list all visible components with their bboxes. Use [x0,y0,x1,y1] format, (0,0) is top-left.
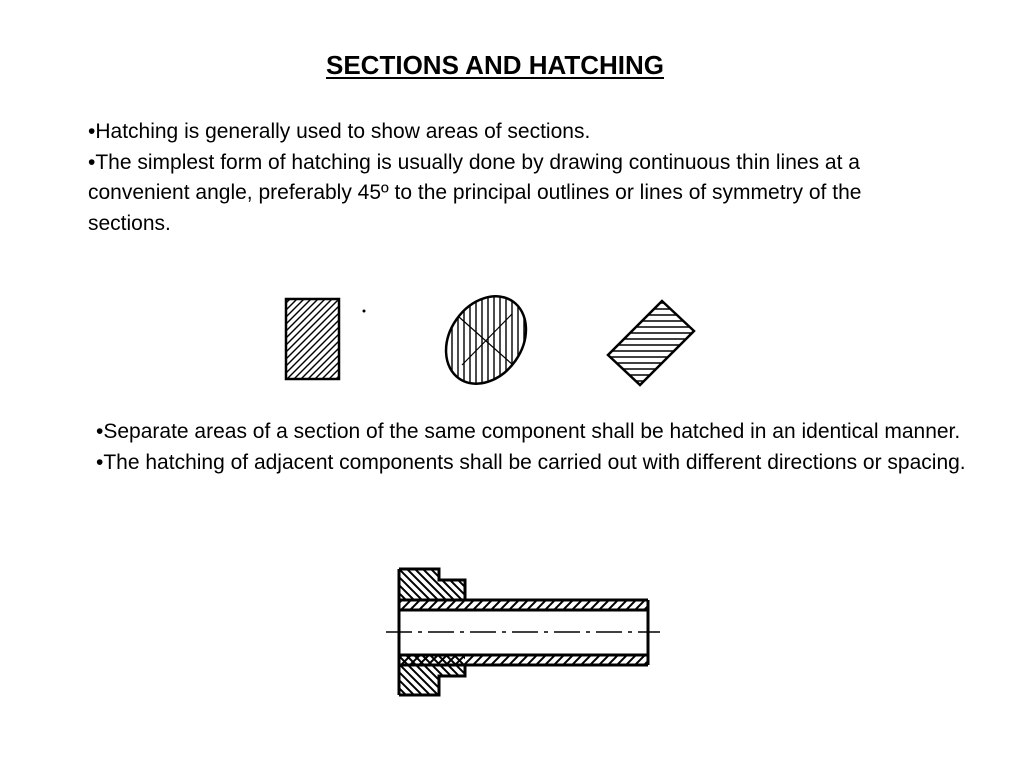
hatch-line [651,653,665,667]
bullet-adjacent-components: •The hatching of adjacent components shall be carried out with different directions or spacing. [96,450,966,474]
page-title: SECTIONS AND HATCHING [326,50,664,80]
hatch-line [204,295,294,385]
bullet-simplest-form: •The simplest form of hatching is usually done by drawing continuous thin lines at a convenient angle, preferably 45º to the principal outlines or lines of symmetry of the sections. [88,150,862,235]
hatch-line [386,295,476,385]
hatch-line [377,650,427,700]
hatched-diamond-figure [600,301,700,385]
bushing-section-figure [345,565,674,700]
hatch-line [381,653,395,667]
hatch-line [355,565,395,605]
bullet-hatching-use: •Hatching is generally used to show areas of sections. [88,120,591,143]
hatch-line [379,295,469,385]
bullet-identical-manner: •Separate areas of a section of the same component shall be hatched in an identical manner. [96,420,961,443]
hatch-line [351,295,441,385]
hatch-line [345,650,395,700]
hatch-line [267,295,357,385]
hatch-line [372,295,462,385]
hatch-line [414,295,504,385]
hatch-line [358,295,448,385]
hatch-line [337,295,427,385]
hatch-line [381,598,395,612]
hatch-line [651,598,665,612]
hatch-line [361,650,411,700]
hatch-line [344,295,434,385]
hatch-line [363,565,403,605]
hatched-rectangle-figure [190,295,518,385]
hatch-line [190,295,280,385]
hatch-line [505,650,555,700]
hatched-ellipse-figure [430,281,543,399]
hatch-line [197,295,287,385]
hatch-line [365,295,455,385]
hatch-line [497,650,547,700]
hatch-line [369,650,419,700]
hatch-line [660,598,674,612]
hatch-line [513,650,563,700]
hatch-line [353,650,403,700]
hatch-line [330,295,420,385]
hatch-line [660,653,674,667]
hatch-line [489,650,539,700]
